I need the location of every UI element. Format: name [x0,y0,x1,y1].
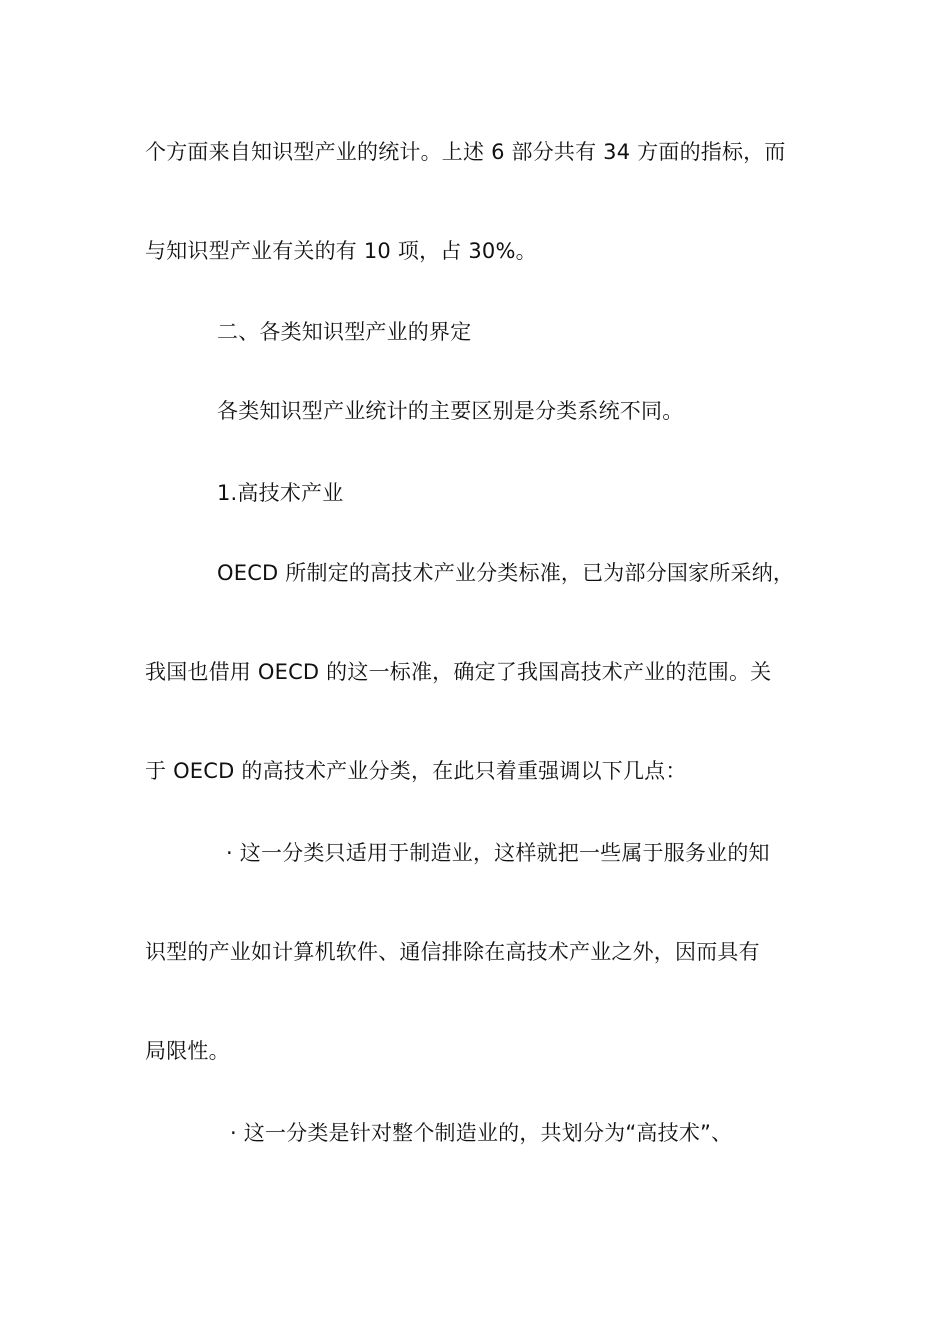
paragraph-line: 个方面来自知识型产业的统计。上述 6 部分共有 34 方面的指标，而 [145,140,786,164]
paragraph-line: 与知识型产业有关的有 10 项，占 30%。 [145,239,537,263]
paragraph-line: 识型的产业如计算机软件、通信排除在高技术产业之外，因而具有 [145,940,760,964]
paragraph-line: 我国也借用 OECD 的这一标准，确定了我国高技术产业的范围。关 [145,660,772,684]
bullet-line: · 这一分类只适用于制造业，这样就把一些属于服务业的知 [226,841,770,865]
subsection-heading: 1.高技术产业 [217,481,344,505]
paragraph-line: 各类知识型产业统计的主要区别是分类系统不同。 [217,399,684,423]
section-heading: 二、各类知识型产业的界定 [217,320,472,344]
paragraph-line: OECD 所制定的高技术产业分类标准，已为部分国家所采纳， [217,561,795,585]
paragraph-line: 局限性。 [145,1039,230,1063]
bullet-line: · 这一分类是针对整个制造业的，共划分为“高技术”、 [230,1121,733,1145]
paragraph-line: 于 OECD 的高技术产业分类，在此只着重强调以下几点： [145,759,687,783]
